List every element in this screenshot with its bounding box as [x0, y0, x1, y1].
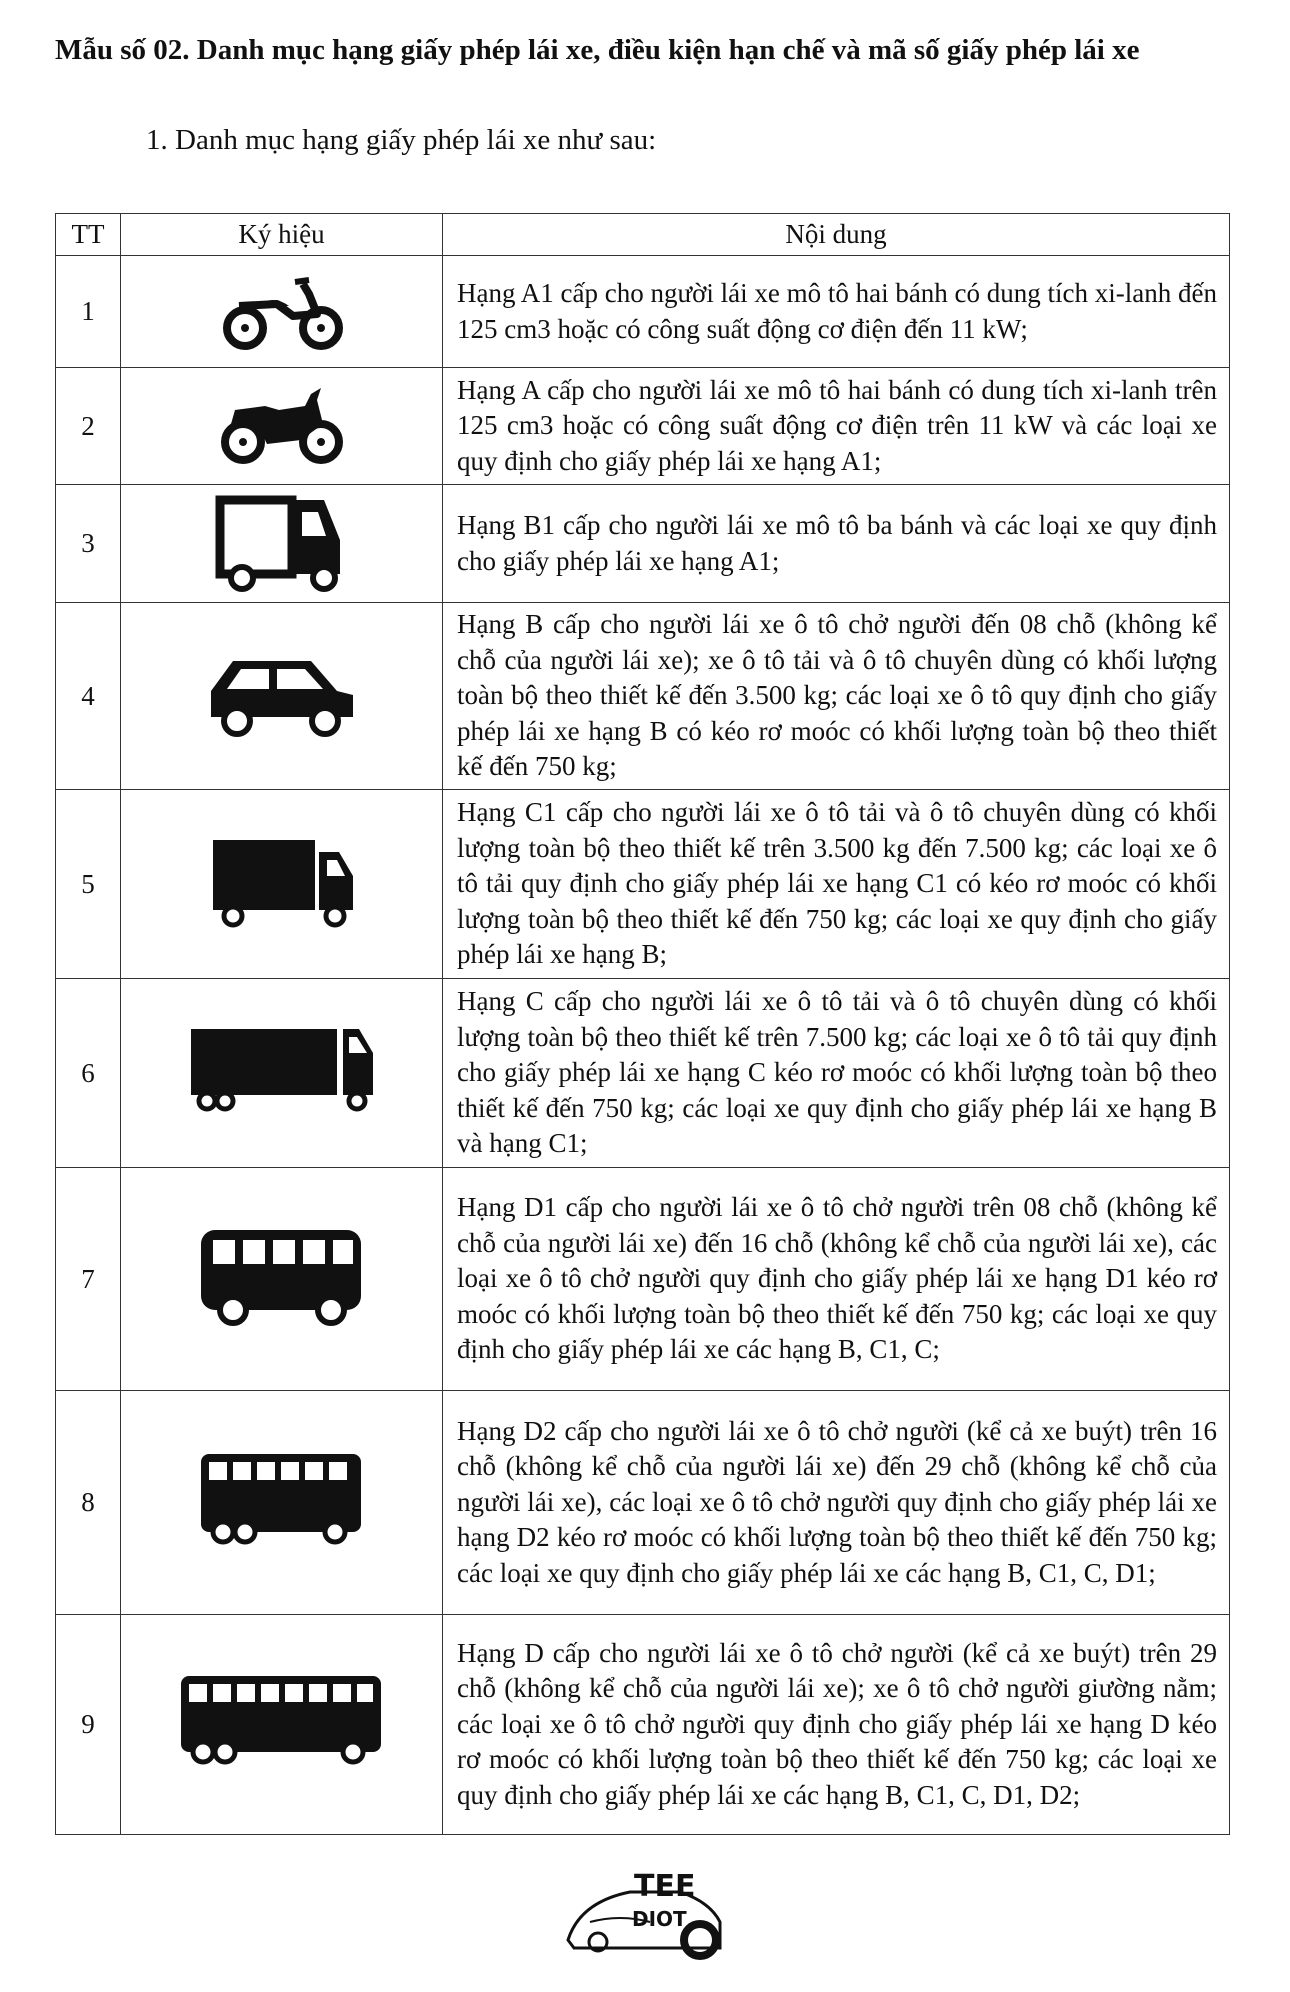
table-row	[56, 790, 1230, 979]
svg-text:DIOT: DIOT	[632, 1907, 687, 1931]
svg-text:TEE: TEE	[634, 1869, 696, 1904]
row-content: Hạng D2 cấp cho người lái xe ô tô chở người (kể cả xe buýt) trên 16 chỗ (không kể chỗ của người lái xe) đến 29 chỗ (không kể chỗ của người lái xe), các loại xe ô tô chở người quy định cho giấy phép lái xe hạng D2 kéo rơ moóc có khối lượng toàn bộ theo thiết kế đến 750 kg; các loại xe quy định cho giấy phép lái xe các hạng B, C1, C, D1;	[443, 1391, 1230, 1615]
row-content: Hạng C1 cấp cho người lái xe ô tô tải và ô tô chuyên dùng có khối lượng toàn bộ theo thiết kế trên 3.500 kg đến 7.500 kg; các loại xe ô tô tải quy định cho giấy phép lái xe hạng C1 có kéo rơ moóc có khối lượng toàn bộ theo thiết kế đến 750 kg; các loại xe quy định cho giấy phép lái xe hạng B;	[443, 790, 1230, 979]
row-number: 1	[56, 256, 121, 368]
teediot-logo	[560, 1862, 740, 1962]
medium-bus-icon	[197, 1448, 367, 1558]
table-row	[56, 603, 1230, 790]
license-classes-table	[55, 213, 1230, 1835]
row-number: 7	[56, 1168, 121, 1391]
table-header-row	[56, 214, 1230, 256]
table-row	[56, 256, 1230, 368]
table-row	[56, 1168, 1230, 1391]
row-content: Hạng B cấp cho người lái xe ô tô chở người đến 08 chỗ (không kể chỗ của người lái xe); xe ô tô tải và ô tô chuyên dùng có khối lượng toàn bộ theo thiết kế đến 3.500 kg; các loại xe ô tô quy định cho giấy phép lái xe hạng B có kéo rơ moóc có khối lượng toàn bộ theo thiết kế đến 750 kg;	[443, 603, 1230, 790]
motorcycle-heavy-icon	[217, 384, 347, 468]
table-row	[56, 1615, 1230, 1835]
row-content: Hạng A cấp cho người lái xe mô tô hai bánh có dung tích xi-lanh trên 125 cm3 hoặc có công suất động cơ điện trên 11 kW và các loại xe quy định cho giấy phép lái xe hạng A1;	[443, 368, 1230, 485]
tricycle-icon	[212, 494, 352, 594]
row-number: 2	[56, 368, 121, 485]
car-icon	[207, 651, 357, 741]
table-row	[56, 485, 1230, 603]
row-number: 6	[56, 979, 121, 1168]
header-symbol: Ký hiệu	[121, 214, 443, 256]
page-title: Mẫu số 02. Danh mục hạng giấy phép lái xe, điều kiện hạn chế và mã số giấy phép lái xe	[55, 34, 1140, 66]
header-tt: TT	[56, 214, 121, 256]
row-number: 3	[56, 485, 121, 603]
heavy-truck-icon	[187, 1023, 377, 1123]
row-content: Hạng D cấp cho người lái xe ô tô chở người (kể cả xe buýt) trên 29 chỗ (không kể chỗ của người lái xe); xe ô tô chở người giường nằm; các loại xe ô tô chở người quy định cho giấy phép lái xe hạng D kéo rơ moóc có khối lượng toàn bộ theo thiết kế đến 750 kg; các loại xe quy định cho giấy phép lái xe các hạng B, C1, C, D1, D2;	[443, 1615, 1230, 1835]
table-row	[56, 368, 1230, 485]
row-number: 8	[56, 1391, 121, 1615]
header-content: Nội dung	[443, 214, 1230, 256]
row-content: Hạng A1 cấp cho người lái xe mô tô hai bánh có dung tích xi-lanh đến 125 cm3 hoặc có công suất động cơ điện đến 11 kW;	[443, 256, 1230, 368]
row-content: Hạng C cấp cho người lái xe ô tô tải và ô tô chuyên dùng có khối lượng toàn bộ theo thiết kế trên 7.500 kg; các loại xe ô tô tải quy định cho giấy phép lái xe hạng C kéo rơ moóc có khối lượng toàn bộ theo thiết kế đến 750 kg; các loại xe quy định cho giấy phép lái xe hạng B và hạng C1;	[443, 979, 1230, 1168]
table-row	[56, 979, 1230, 1168]
row-content: Hạng D1 cấp cho người lái xe ô tô chở người trên 08 chỗ (không kể chỗ của người lái xe) đến 16 chỗ (không kể chỗ của người lái xe), các loại xe ô tô chở người quy định cho giấy phép lái xe hạng D1 kéo rơ moóc có khối lượng toàn bộ theo thiết kế đến 750 kg; các loại xe quy định cho giấy phép lái xe các hạng B, C1, C;	[443, 1168, 1230, 1391]
row-number: 9	[56, 1615, 121, 1835]
motorcycle-light-icon	[217, 272, 347, 352]
table-row	[56, 1391, 1230, 1615]
minibus-icon	[197, 1224, 367, 1334]
row-content: Hạng B1 cấp cho người lái xe mô tô ba bánh và các loại xe quy định cho giấy phép lái xe hạng A1;	[443, 485, 1230, 603]
row-number: 5	[56, 790, 121, 979]
row-number: 4	[56, 603, 121, 790]
light-truck-icon	[207, 834, 357, 934]
section-heading: 1. Danh mục hạng giấy phép lái xe như sau:	[146, 124, 657, 156]
large-bus-icon	[177, 1670, 387, 1780]
